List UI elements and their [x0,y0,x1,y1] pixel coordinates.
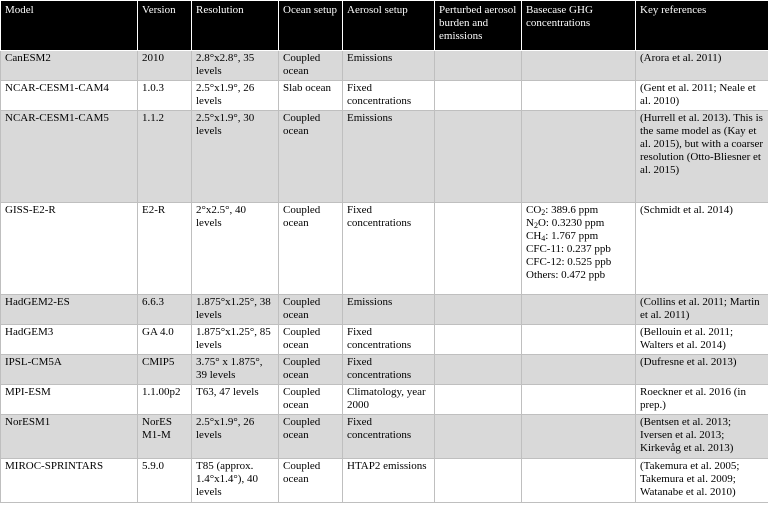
ghg-co2 [526,204,631,217]
cell-ghg [522,51,636,81]
table-row [1,385,768,415]
ghg-cfc11: CFC-11: 0.237 ppb [526,243,611,255]
cell-references: (Hurrell et al. 2013). This is the same model as (Kay et al. 2015), but with a coarser resolution (Otto-Bliesner et al. 2015) [636,111,768,203]
table-row [1,459,768,503]
cell-perturbed [435,51,522,81]
cell-references: (Bentsen et al. 2013; Iversen et al. 2013; Kirkevåg et al. 2013) [636,415,768,459]
cell-ghg [522,415,636,459]
cell-references: (Dufresne et al. 2013) [636,355,768,385]
cell-ocean: Coupled ocean [279,111,343,203]
ghg-co2-sub: 2 [541,208,546,217]
cell-perturbed [435,81,522,111]
ghg-n2o-sub: 2 [533,221,538,230]
cell-version: 6.6.3 [138,295,192,325]
cell-model: NCAR-CESM1-CAM4 [1,81,138,111]
cell-model: HadGEM2-ES [1,295,138,325]
cell-version: E2-R [138,203,192,295]
cell-aerosol: Climatology, year 2000 [343,385,435,415]
cell-model: NCAR-CESM1-CAM5 [1,111,138,203]
cell-perturbed [435,203,522,295]
header-perturbed-aerosol: Perturbed aerosol burden and emissions [435,1,522,51]
header-model: Model [1,1,138,51]
cell-version: NorES M1-M [138,415,192,459]
cell-aerosol: Fixed concentrations [343,81,435,111]
cell-aerosol: Emissions [343,295,435,325]
header-ghg: Basecase GHG concentrations [522,1,636,51]
table-row [1,51,768,81]
cell-references: (Bellouin et al. 2011; Walters et al. 2014) [636,325,768,355]
table-row [1,81,768,111]
cell-version: 1.1.2 [138,111,192,203]
cell-resolution: 1.875°x1.25°, 38 levels [192,295,279,325]
ghg-n2o-value: O: 0.3230 ppm [537,217,605,229]
cell-ocean: Slab ocean [279,81,343,111]
header-ocean-setup: Ocean setup [279,1,343,51]
cell-perturbed [435,295,522,325]
cell-model: MPI-ESM [1,385,138,415]
ghg-n2o-label: N [526,217,534,229]
ghg-ch4-label: CH [526,230,542,242]
cell-perturbed [435,415,522,459]
cell-version: CMIP5 [138,355,192,385]
cell-model: MIROC-SPRINTARS [1,459,138,503]
ghg-ch4 [526,230,631,243]
ghg-co2-value: : 389.6 ppm [545,204,599,216]
header-version: Version [138,1,192,51]
table-row [1,295,768,325]
cell-model: CanESM2 [1,51,138,81]
cell-references: (Arora et al. 2011) [636,51,768,81]
cell-ghg [522,81,636,111]
ghg-cfc12: CFC-12: 0.525 ppb [526,256,612,268]
cell-aerosol: Fixed concentrations [343,355,435,385]
cell-ocean: Coupled ocean [279,203,343,295]
cell-references: (Takemura et al. 2005; Takemura et al. 2009; Watanabe et al. 2010) [636,459,768,503]
cell-ocean: Coupled ocean [279,415,343,459]
header-aerosol-setup: Aerosol setup [343,1,435,51]
cell-ocean: Coupled ocean [279,459,343,503]
cell-ghg [522,385,636,415]
cell-ocean: Coupled ocean [279,51,343,81]
ghg-co2-label: CO [526,204,542,216]
cell-ocean: Coupled ocean [279,355,343,385]
cell-ghg [522,111,636,203]
table-body [1,51,768,503]
ghg-n2o [526,217,631,230]
cell-version: 1.0.3 [138,81,192,111]
cell-perturbed [435,325,522,355]
table-row [1,325,768,355]
header-resolution: Resolution [192,1,279,51]
cell-aerosol: Fixed concentrations [343,415,435,459]
cell-perturbed [435,385,522,415]
cell-model: HadGEM3 [1,325,138,355]
cell-ocean: Coupled ocean [279,295,343,325]
cell-references: (Schmidt et al. 2014) [636,203,768,295]
table-row [1,111,768,203]
cell-references: (Collins et al. 2011; Martin et al. 2011) [636,295,768,325]
cell-version: GA 4.0 [138,325,192,355]
cell-ghg [522,325,636,355]
cell-ghg [522,459,636,503]
cell-resolution: T63, 47 levels [192,385,279,415]
cell-resolution: 2.5°x1.9°, 26 levels [192,415,279,459]
cell-resolution: 2.5°x1.9°, 26 levels [192,81,279,111]
cell-resolution: 2.5°x1.9°, 30 levels [192,111,279,203]
cell-ghg [522,355,636,385]
cell-aerosol: Emissions [343,111,435,203]
cell-aerosol: HTAP2 emissions [343,459,435,503]
table-row [1,203,768,295]
cell-perturbed [435,111,522,203]
cell-ghg [522,203,636,295]
ghg-ch4-value: : 1.767 ppm [545,230,599,242]
table-header [1,1,768,51]
cell-references: (Gent et al. 2011; Neale et al. 2010) [636,81,768,111]
cell-aerosol: Fixed concentrations [343,203,435,295]
header-key-references: Key references [636,1,768,51]
ghg-ch4-sub: 4 [541,234,546,243]
cell-ocean: Coupled ocean [279,325,343,355]
table-row [1,415,768,459]
cell-perturbed [435,355,522,385]
cell-aerosol: Emissions [343,51,435,81]
cell-resolution: 2.8°x2.8°, 35 levels [192,51,279,81]
header-row [1,1,768,51]
cell-version: 1.1.00p2 [138,385,192,415]
cell-resolution: T85 (approx. 1.4°x1.4°), 40 levels [192,459,279,503]
cell-resolution: 1.875°x1.25°, 85 levels [192,325,279,355]
cell-resolution: 2°x2.5°, 40 levels [192,203,279,295]
cell-references: Roeckner et al. 2016 (in prep.) [636,385,768,415]
cell-ocean: Coupled ocean [279,385,343,415]
table-row [1,355,768,385]
cell-aerosol: Fixed concentrations [343,325,435,355]
cell-version: 5.9.0 [138,459,192,503]
cell-model: GISS-E2-R [1,203,138,295]
cell-perturbed [435,459,522,503]
cell-model: IPSL-CM5A [1,355,138,385]
cell-version: 2010 [138,51,192,81]
cell-resolution: 3.75° x 1.875°, 39 levels [192,355,279,385]
cell-ghg [522,295,636,325]
cell-model: NorESM1 [1,415,138,459]
ghg-others: Others: 0.472 ppb [526,269,606,281]
